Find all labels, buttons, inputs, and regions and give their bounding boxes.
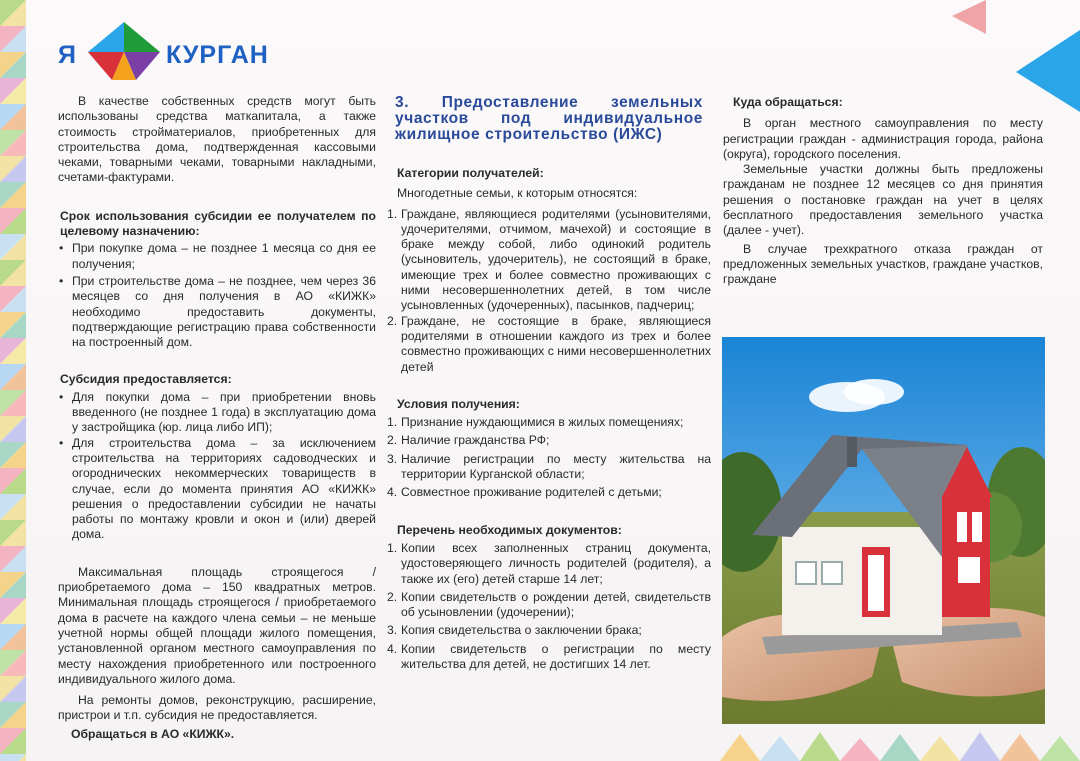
list-item	[387, 452, 711, 483]
list-number: 1.	[387, 415, 398, 430]
list-item	[387, 642, 711, 673]
list-item	[387, 415, 711, 430]
list-text: Копия свидетельства о заключении брака;	[401, 623, 642, 638]
list-number: 1.	[387, 540, 398, 555]
list-number: 2.	[387, 433, 398, 448]
conditions-list	[387, 415, 711, 500]
list-item	[387, 433, 711, 448]
list-number: 4.	[387, 485, 398, 500]
list-item: • Для покупки дома – при приобретении вновь введенного (не позднее 1 года) в эксплуатацию дома у застройщика (юр. лица либо ИП);	[58, 390, 376, 436]
left-column	[58, 94, 376, 742]
list-text: Наличие регистрации по месту жительства на территории Курганской области;	[401, 451, 711, 482]
list-item	[387, 623, 711, 638]
where-to-apply-text: В орган местного самоуправления по месту регистрации граждан - администрация города, района (округа), городского поселения.	[723, 116, 1043, 161]
list-number: 2.	[387, 313, 398, 328]
right-column	[723, 95, 1043, 288]
list-text: Совместное проживание родителей с детьми;	[401, 485, 662, 500]
logo-ya-text: Я	[58, 41, 76, 69]
list-item	[387, 541, 711, 587]
where-to-apply-heading: Куда обращаться:	[733, 95, 843, 109]
subsidy-term-list	[58, 241, 376, 350]
repairs-paragraph: На ремонты домов, реконструкцию, расширение, пристрои и т.п. субсидия не предоставляется.	[58, 693, 376, 723]
list-text: Граждане, являющиеся родителями (усыновителями, удочерителями, отчимом, мачехой) и состоящие в браке между собой, либо одинокий родитель (усыновитель, удочеритель), не состоящий в браке, имеющие трех и более совместно проживающих с ними несовершеннолетних детей, в том числе усыновленных (удочеренных), пасынков, падчериц;	[401, 206, 711, 313]
list-text: Граждане, не состоящие в браке, являющиеся родителями в отношении каждого из трех и более совместно проживающих с ними несовершеннолетних детей	[401, 313, 711, 374]
house-in-hands-image	[722, 337, 1045, 724]
plots-offer-text: Земельные участки должны быть предложены гражданам не позднее 12 месяцев со дня принятия решения о постановке граждан на учет в целях бесплатного предоставления земельного участка (далее - учет).	[723, 162, 1043, 238]
list-number: 1.	[387, 206, 398, 221]
list-item	[387, 314, 711, 375]
categories-heading: Категории получателей:	[397, 166, 544, 180]
list-text: Копии свидетельств о рождении детей, свидетельств об усыновлении (удочерении);	[401, 589, 711, 620]
categories-intro: Многодетные семьи, к которым относятся:	[397, 186, 638, 201]
list-item: • При строительстве дома – не позднее, чем через 36 месяцев со дня получения в АО «КИЖК» необходимо предоставить документы, подтверждающие регистрацию права собственности на построенный дом.	[58, 274, 376, 350]
list-text: Признание нуждающимися в жилых помещениях;	[401, 415, 684, 430]
list-number: 4.	[387, 641, 398, 656]
documents-list	[387, 541, 711, 672]
list-item: • При покупке дома – не позднее 1 месяца со дня ее получения;	[58, 241, 376, 272]
list-text: Копии свидетельств о регистрации по месту жительства для детей, не достигших 14 лет.	[401, 641, 711, 672]
middle-column	[387, 95, 711, 672]
refusal-text: В случае трехкратного отказа граждан от предложенных земельных участков, граждане участков, граждане	[723, 241, 1043, 287]
logo-mark-icon	[88, 22, 160, 82]
list-item	[387, 485, 711, 500]
categories-list	[387, 207, 711, 375]
section-title: 3. Предоставление земельных участков под индивидуальное жилищное строительство (ИЖС)	[395, 94, 703, 143]
list-number: 3.	[387, 451, 398, 466]
list-item: • Для строительства дома – за исключением строительства на территориях садоводческих и огороднических некоммерческих товариществ в случае, если до момента принятия АО «КИЖК» решения о предоставлении субсидии не начаты работы по монтажу кровли и окон и (или) дверей дома.	[58, 436, 376, 543]
documents-heading: Перечень необходимых документов:	[397, 522, 622, 537]
subsidy-provided-list	[58, 390, 376, 543]
own-funds-paragraph: В качестве собственных средств могут быть использованы средства маткапитала, а также стоимость стройматериалов, приобретенных для строительства дома, подтвержденная кассовыми чеками, товарными чеками, товарными накладными, счетами-фактурами.	[58, 94, 376, 185]
list-text: Копии всех заполненных страниц документа, удостоверяющего личность родителей (родителя), а также их (его) детей старше 14 лет;	[401, 540, 711, 586]
subsidy-provided-heading: Субсидия предоставляется:	[60, 372, 232, 387]
decorative-bottom-border	[720, 722, 1080, 761]
list-number: 2.	[387, 589, 398, 604]
contact-kizhk: Обращаться в АО «КИЖК».	[71, 726, 235, 741]
list-item	[387, 207, 711, 314]
list-item	[387, 590, 711, 621]
logo-city-text: КУРГАН	[166, 41, 269, 69]
ya-kurgan-logo	[58, 22, 318, 82]
decorative-left-border	[0, 0, 26, 761]
max-area-paragraph: Максимальная площадь строящегося / приобретаемого дома – 150 квадратных метров. Минимальная площадь строящегося / приобретаемого дома в расчете на каждого члена семьи – не меньше учетной нормы общей площади жилого помещения, установленной органом местного самоуправления по месту нахождения приобретенного или построенного индивидуального жилого дома.	[58, 564, 376, 686]
list-number: 3.	[387, 623, 398, 638]
subsidy-term-heading: Срок использования субсидии ее получателем по целевому назначению:	[60, 208, 376, 239]
decorative-pink-triangle	[952, 0, 986, 40]
conditions-heading: Условия получения:	[397, 396, 520, 411]
list-text: Наличие гражданства РФ;	[401, 433, 550, 448]
